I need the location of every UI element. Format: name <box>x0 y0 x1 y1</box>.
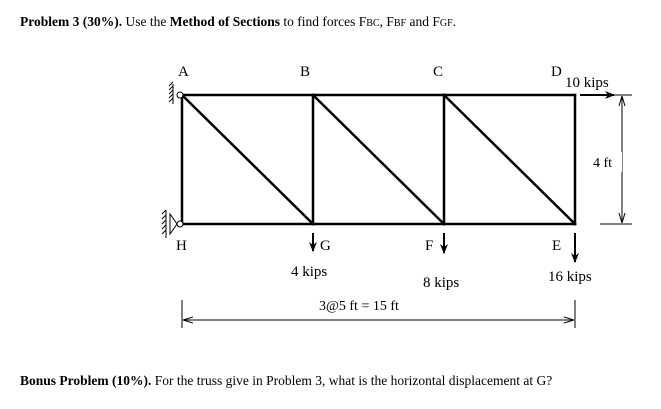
member-bf <box>313 95 444 224</box>
node-label-b: B <box>300 64 311 80</box>
bonus-statement <box>20 373 552 389</box>
load-label-e: 16 kips <box>548 269 592 285</box>
member-ce <box>444 95 575 224</box>
load-label-g: 4 kips <box>291 264 328 280</box>
force-fgf: FGF. <box>432 14 457 29</box>
height-label: 4 ft <box>593 156 613 171</box>
load-label-d: 10 kips <box>565 75 609 91</box>
member-ag <box>182 95 313 224</box>
node-label-h: H <box>176 238 187 254</box>
method-name: Method of Sections <box>169 14 280 29</box>
problem-task: to find forces <box>283 14 356 29</box>
node-label-e: E <box>552 238 562 254</box>
force-fbf: FBF and <box>386 14 433 29</box>
node-label-f: F <box>425 238 434 254</box>
force-fbc: FBC, <box>358 14 387 29</box>
node-label-g: G <box>320 238 331 254</box>
problem-heading: Problem 3 (30%). <box>20 14 123 29</box>
span-label: 3@5 ft = 15 ft <box>319 299 399 314</box>
load-label-f: 8 kips <box>423 275 460 291</box>
support-h-icon <box>162 210 183 238</box>
bonus-heading: Bonus Problem (10%). <box>20 373 152 388</box>
bonus-text: For the truss give in Problem 3, what is the horizontal displacement at G? <box>154 373 553 388</box>
problem-intro: Use the <box>125 14 167 29</box>
node-label-d: D <box>551 64 562 80</box>
node-label-a: A <box>178 64 189 80</box>
node-label-c: C <box>433 64 444 80</box>
